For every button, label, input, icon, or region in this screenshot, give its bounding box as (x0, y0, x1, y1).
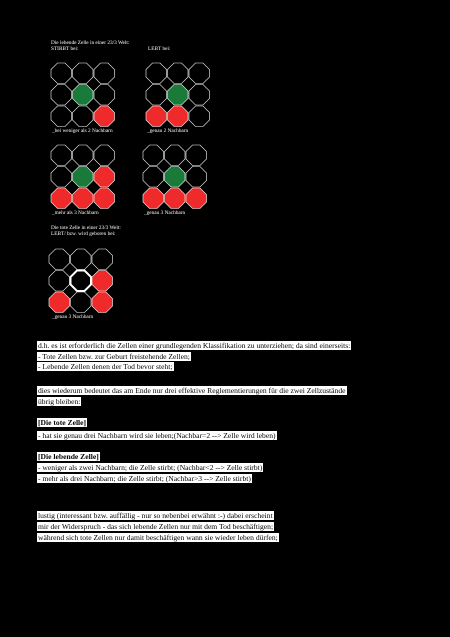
cell-alive (94, 106, 115, 127)
cell-dead (51, 145, 72, 166)
cell-alive (51, 188, 72, 209)
grid-dead-exactly-3 (48, 248, 116, 314)
cell-dead (51, 106, 72, 127)
cell-dead (51, 167, 72, 188)
cell-dead (165, 145, 186, 166)
cell-dead (49, 271, 70, 292)
paragraph-line: übrig bleiben: (38, 397, 81, 406)
paragraph-line: lustig (interessant bzw. auffällig - nur so nebenbei erwähnt :-) dabei erscheint (38, 511, 273, 520)
grid-more-than-3 (50, 144, 118, 210)
cell-dead (73, 145, 94, 166)
cell-dead (94, 145, 115, 166)
cell-subject (165, 167, 186, 188)
paragraph-line: während sich tote Zellen nur damit beschäftigen wann sie wieder leben dürfen; (38, 533, 278, 542)
caption-exactly-3: _genau 3 Nachbarn (144, 210, 186, 216)
cell-dead (94, 63, 115, 84)
cell-dead (94, 85, 115, 106)
cell-alive (92, 271, 113, 292)
cell-alive (92, 292, 113, 313)
cell-dead (143, 167, 164, 188)
cell-dead (189, 106, 210, 127)
grid-fewer-than-2 (50, 62, 118, 128)
alive-cell-title: Die lebende Zelle in einer 23/3 Welt: STIRBT bei: (51, 40, 130, 53)
cell-dead (186, 167, 207, 188)
rule-line: - weniger als zwei Nachbarn; die Zelle stirbt; (Nachbar<2 --> Zelle stirbt) (38, 463, 263, 472)
paragraph-line: mir der Widerspruch - das sich lebende Zellen nur mit dem Tod beschäftigen; (38, 522, 274, 531)
heading-dead-cell: [Die tote Zelle] (38, 418, 87, 427)
heading-alive-cell: [Die lebende Zelle] (38, 452, 99, 461)
cell-dead (146, 85, 167, 106)
cell-dead (71, 292, 92, 313)
cell-dead (189, 63, 210, 84)
dead-cell-title: Die tote Zelle in einer 23/3 Welt: LEBT/ bzw. wird geboren bei: (51, 225, 121, 238)
list-item: - Tote Zellen bzw. zur Geburt freistehende Zellen; (38, 352, 190, 361)
cell-alive (73, 188, 94, 209)
grid-exactly-3 (142, 144, 210, 210)
cell-dead (49, 249, 70, 270)
caption-exactly-2: _genau 2 Nachbarn (147, 128, 189, 134)
caption-dead-exactly-3: _genau 3 Nachbarn (52, 314, 94, 320)
cell-dead (92, 249, 113, 270)
cell-dead (51, 85, 72, 106)
list-item: - Lebende Zellen denen der Tod bevor steht; (38, 362, 173, 371)
cell-alive (165, 188, 186, 209)
cell-dead (73, 106, 94, 127)
grid-exactly-2 (145, 62, 213, 128)
cell-dead (143, 145, 164, 166)
rule-line: - mehr als drei Nachbarn; die Zelle stirbt; (Nachbar>3 --> Zelle stirbt) (38, 474, 251, 483)
paragraph-line: dies wiederum bedeutet das am Ende nur drei effektive Reglementierungen für die zwei Zellzustände (38, 386, 346, 395)
cell-dead (168, 63, 189, 84)
cell-dead (73, 63, 94, 84)
cell-subject-dead (71, 271, 92, 292)
cell-alive (143, 188, 164, 209)
cell-subject (168, 85, 189, 106)
cell-dead (51, 63, 72, 84)
cell-alive (168, 106, 189, 127)
cell-alive (94, 167, 115, 188)
paragraph-line: d.h. es ist erforderlich die Zellen einer grundlegenden Klassifikation zu unterziehen; da sind einerseits: (38, 341, 351, 350)
cell-dead (189, 85, 210, 106)
cell-alive (49, 292, 70, 313)
lives-title: LEBT bei: (148, 46, 171, 52)
cell-dead (186, 145, 207, 166)
cell-subject (73, 85, 94, 106)
cell-dead (146, 63, 167, 84)
cell-alive (94, 188, 115, 209)
caption-fewer-than-2: _bei weniger als 2 Nachbarn (52, 128, 113, 134)
caption-more-than-3: _mehr als 3 Nachbarn (52, 210, 99, 216)
cell-alive (186, 188, 207, 209)
rule-line: - hat sie genau drei Nachbarn wird sie leben;(Nachbar=2 --> Zelle wird leben) (38, 431, 276, 440)
cell-dead (71, 249, 92, 270)
cell-alive (146, 106, 167, 127)
cell-subject (73, 167, 94, 188)
